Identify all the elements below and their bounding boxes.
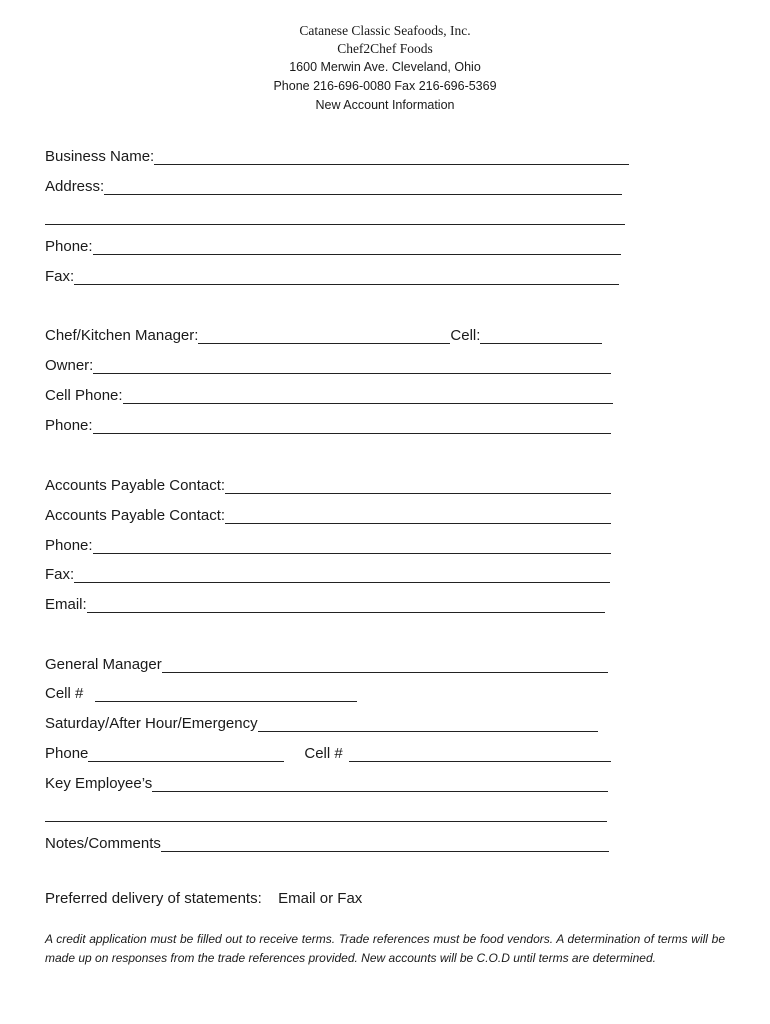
after-hours-cell-label: Cell # — [304, 745, 343, 762]
owner-field[interactable] — [93, 357, 611, 374]
address-line2-row — [45, 206, 625, 228]
general-manager-field[interactable] — [162, 656, 608, 673]
gm-cell-field[interactable] — [95, 685, 357, 702]
after-hours-field[interactable] — [258, 715, 598, 732]
address-line2-field[interactable] — [45, 208, 625, 225]
company-name: Catanese Classic Seafoods, Inc. — [299, 23, 471, 38]
ap-contact1-label: Accounts Payable Contact: — [45, 477, 226, 494]
fax-label: Fax: — [45, 268, 75, 285]
company-phone-fax: Phone 216-696-0080 Fax 216-696-5369 — [273, 79, 497, 93]
email-row — [45, 594, 605, 616]
phone-label: Phone: — [45, 238, 93, 255]
key-employees-label: Key Employee’s — [45, 775, 153, 792]
ap-contact1-field[interactable] — [225, 477, 611, 494]
fax-field[interactable] — [74, 268, 619, 285]
business-name-label: Business Name: — [45, 148, 155, 165]
after-hours-phone-label: Phone — [45, 745, 89, 762]
general-manager-label: General Manager — [45, 656, 162, 673]
notes-field[interactable] — [161, 835, 609, 852]
phone-row — [45, 236, 621, 258]
key-employees-row — [45, 773, 608, 795]
after-hours-label: Saturday/After Hour/Emergency — [45, 715, 258, 732]
cell-phone-field[interactable] — [123, 387, 613, 404]
business-name-row — [45, 146, 629, 168]
chef-kitchen-manager-row — [45, 325, 602, 347]
ap-contact2-label: Accounts Payable Contact: — [45, 507, 226, 524]
fax2-label: Fax: — [45, 566, 75, 583]
after-hours-row — [45, 713, 598, 735]
fax-row — [45, 266, 619, 288]
gm-cell-label: Cell # — [45, 685, 84, 702]
cell-phone-label: Cell Phone: — [45, 387, 123, 404]
key-employees-line2-row — [45, 803, 607, 825]
chef-kitchen-manager-field[interactable] — [198, 327, 450, 344]
notes-label: Notes/Comments — [45, 835, 161, 852]
key-employees-field[interactable] — [152, 775, 608, 792]
email-field[interactable] — [87, 596, 605, 613]
phone2-field[interactable] — [93, 417, 611, 434]
chef-cell-label: Cell: — [450, 327, 481, 344]
delivery-options[interactable]: Email or Fax — [278, 890, 363, 907]
terms-note: A credit application must be filled out to receive terms. Trade references must be food vendors. A determination of terms will be made up on responses from the trade references provided. New accounts will be C.O.D until terms are determined. — [45, 932, 725, 965]
key-employees-line2-field[interactable] — [45, 805, 607, 822]
fax2-row — [45, 564, 610, 586]
phone3-row — [45, 535, 611, 557]
address-field[interactable] — [104, 178, 622, 195]
chef-kitchen-manager-label: Chef/Kitchen Manager: — [45, 327, 199, 344]
phone2-label: Phone: — [45, 417, 93, 434]
general-manager-row — [45, 654, 608, 676]
gm-cell-row — [45, 683, 357, 705]
fax2-field[interactable] — [74, 566, 610, 583]
company-address: 1600 Merwin Ave. Cleveland, Ohio — [289, 60, 481, 74]
delivery-preference — [45, 888, 362, 910]
after-hours-phone-field[interactable] — [88, 745, 284, 762]
notes-row — [45, 833, 609, 855]
ap-contact2-field[interactable] — [225, 507, 611, 524]
after-hours-phone-row — [45, 743, 611, 765]
owner-label: Owner: — [45, 357, 94, 374]
ap-contact1-row — [45, 475, 611, 497]
ap-contact2-row — [45, 505, 611, 527]
phone-field[interactable] — [93, 238, 621, 255]
form-title: New Account Information — [315, 98, 455, 112]
phone3-label: Phone: — [45, 537, 93, 554]
division-name: Chef2Chef Foods — [337, 41, 433, 56]
after-hours-cell-field[interactable] — [349, 745, 611, 762]
phone3-field[interactable] — [93, 537, 611, 554]
email-label: Email: — [45, 596, 87, 613]
owner-row — [45, 355, 611, 377]
address-label: Address: — [45, 178, 105, 195]
business-name-field[interactable] — [154, 148, 629, 165]
cell-phone-row — [45, 385, 613, 407]
chef-cell-field[interactable] — [480, 327, 602, 344]
phone2-row — [45, 415, 611, 437]
delivery-label: Preferred delivery of statements: — [45, 890, 262, 907]
address-row — [45, 176, 622, 198]
